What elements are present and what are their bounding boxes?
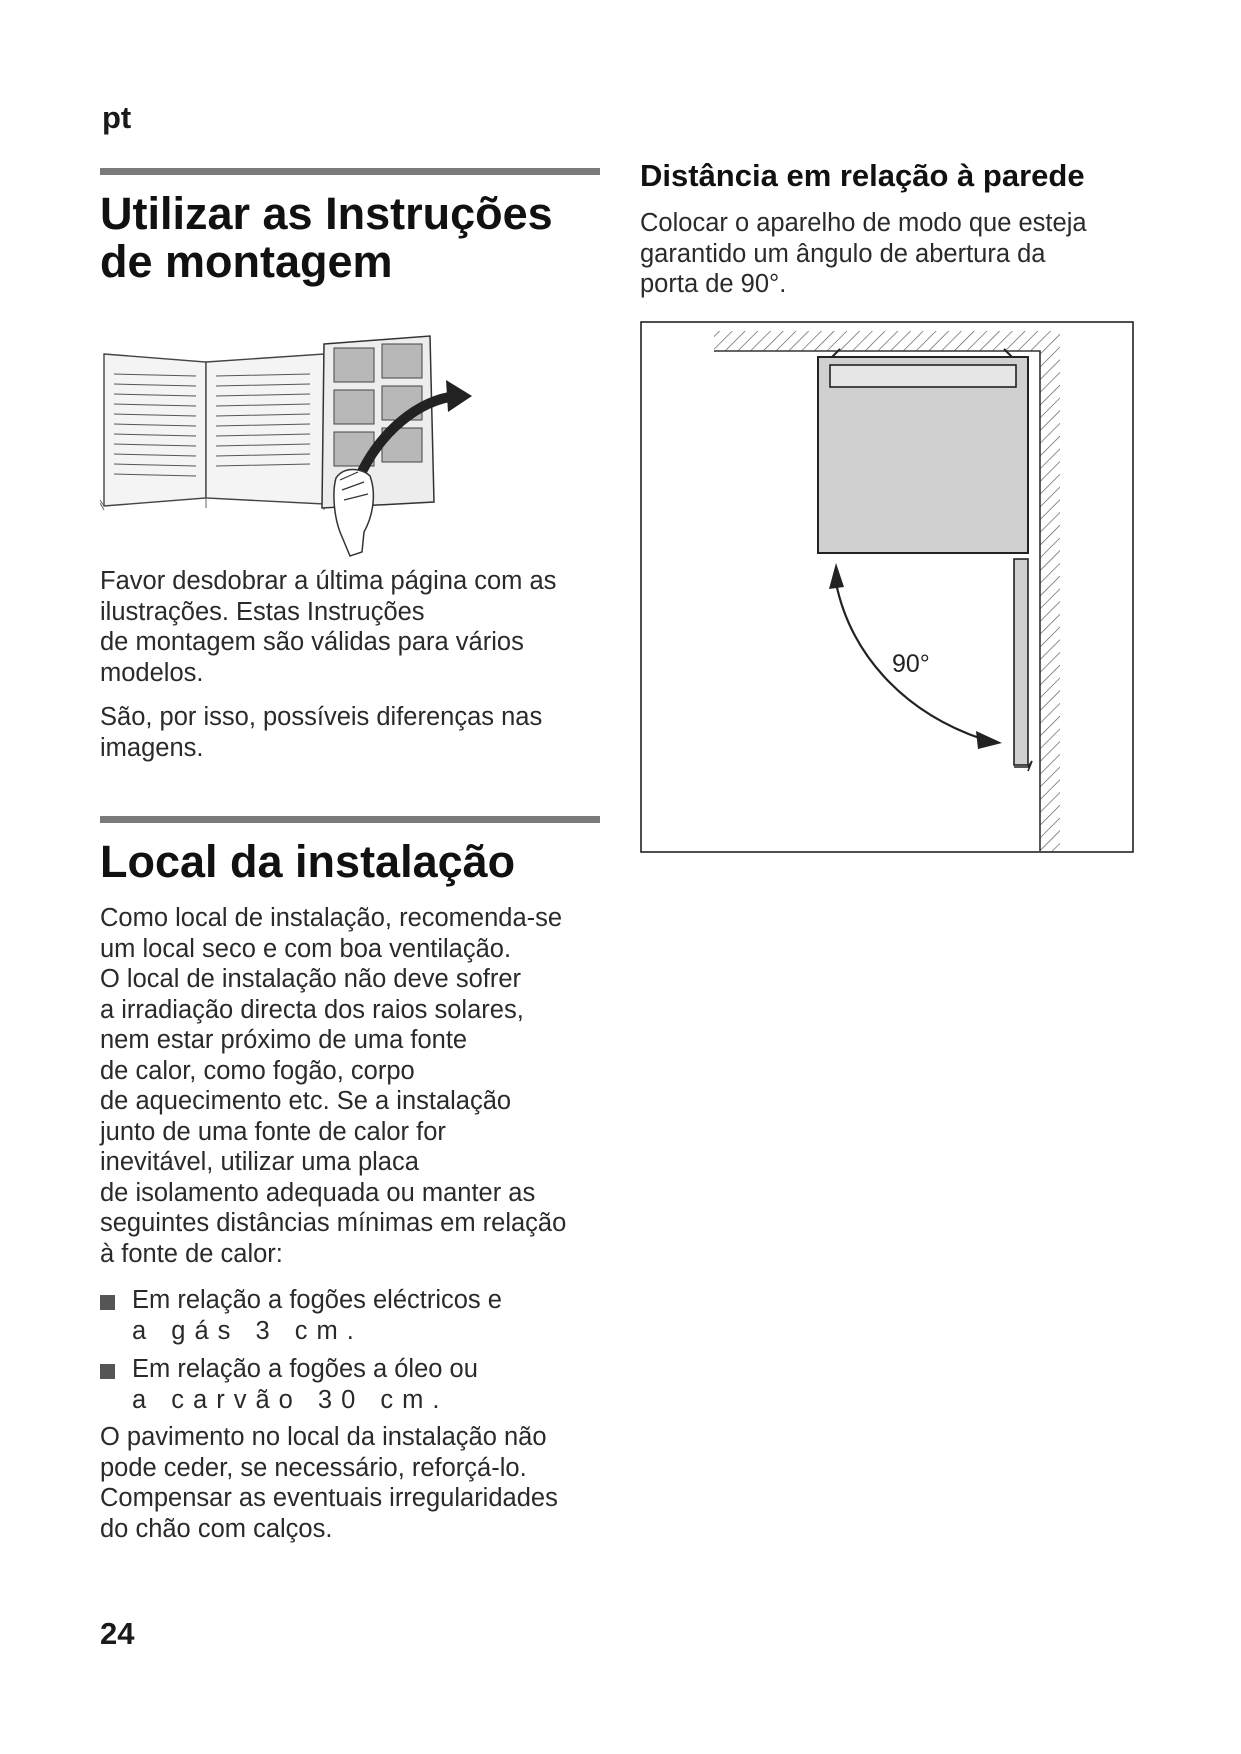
assembly-paragraph-2: São, por isso, possíveis diferenças nas imagens. <box>100 703 543 762</box>
bullet-square-icon <box>100 1295 115 1310</box>
page-number: 24 <box>100 1616 135 1651</box>
location-paragraph: Como local de instalação, recomenda-se um local seco e com boa ventilação. O local de instalação não deve sofrer a irradiação directa dos raios solares, nem estar próximo de uma fonte de calor, como fogão, corpo de aquecimento etc. Se a instalação junto de uma fonte de calor for inevitável, utilizar uma placa de isolamento adequada ou manter as seguintes distâncias mínimas em relação à fonte de calor: <box>100 904 567 1268</box>
section-title-assembly: Utilizar as Instruções de montagem <box>100 188 553 287</box>
door-angle-diagram <box>640 321 1134 853</box>
section-title-wall-distance: Distância em relação à parede <box>640 158 1085 193</box>
location-closing-paragraph: O pavimento no local da instalação não pode ceder, se necessário, reforçá-lo. Compensar as eventuais irregularidades do chão com calços. <box>100 1423 558 1543</box>
assembly-paragraph-1: Favor desdobrar a última página com as ilustrações. Estas Instruções de montagem são válidas para vários modelos. <box>100 567 557 687</box>
language-code: pt <box>102 100 132 135</box>
bullet-square-icon <box>100 1364 115 1379</box>
list-item: Em relação a fogões a óleo ou a carvão 30 cm. <box>100 1354 620 1415</box>
section-rule <box>100 168 600 175</box>
booklet-illustration <box>100 330 570 570</box>
list-item: Em relação a fogões eléctricos e a gás 3 cm. <box>100 1285 620 1346</box>
section-rule <box>100 816 600 823</box>
wall-distance-paragraph: Colocar o aparelho de modo que esteja garantido um ângulo de abertura da porta de 90°. <box>640 209 1087 298</box>
section-title-location: Local da instalação <box>100 836 516 887</box>
distance-list <box>100 1285 620 1415</box>
angle-label: 90° <box>892 650 930 678</box>
